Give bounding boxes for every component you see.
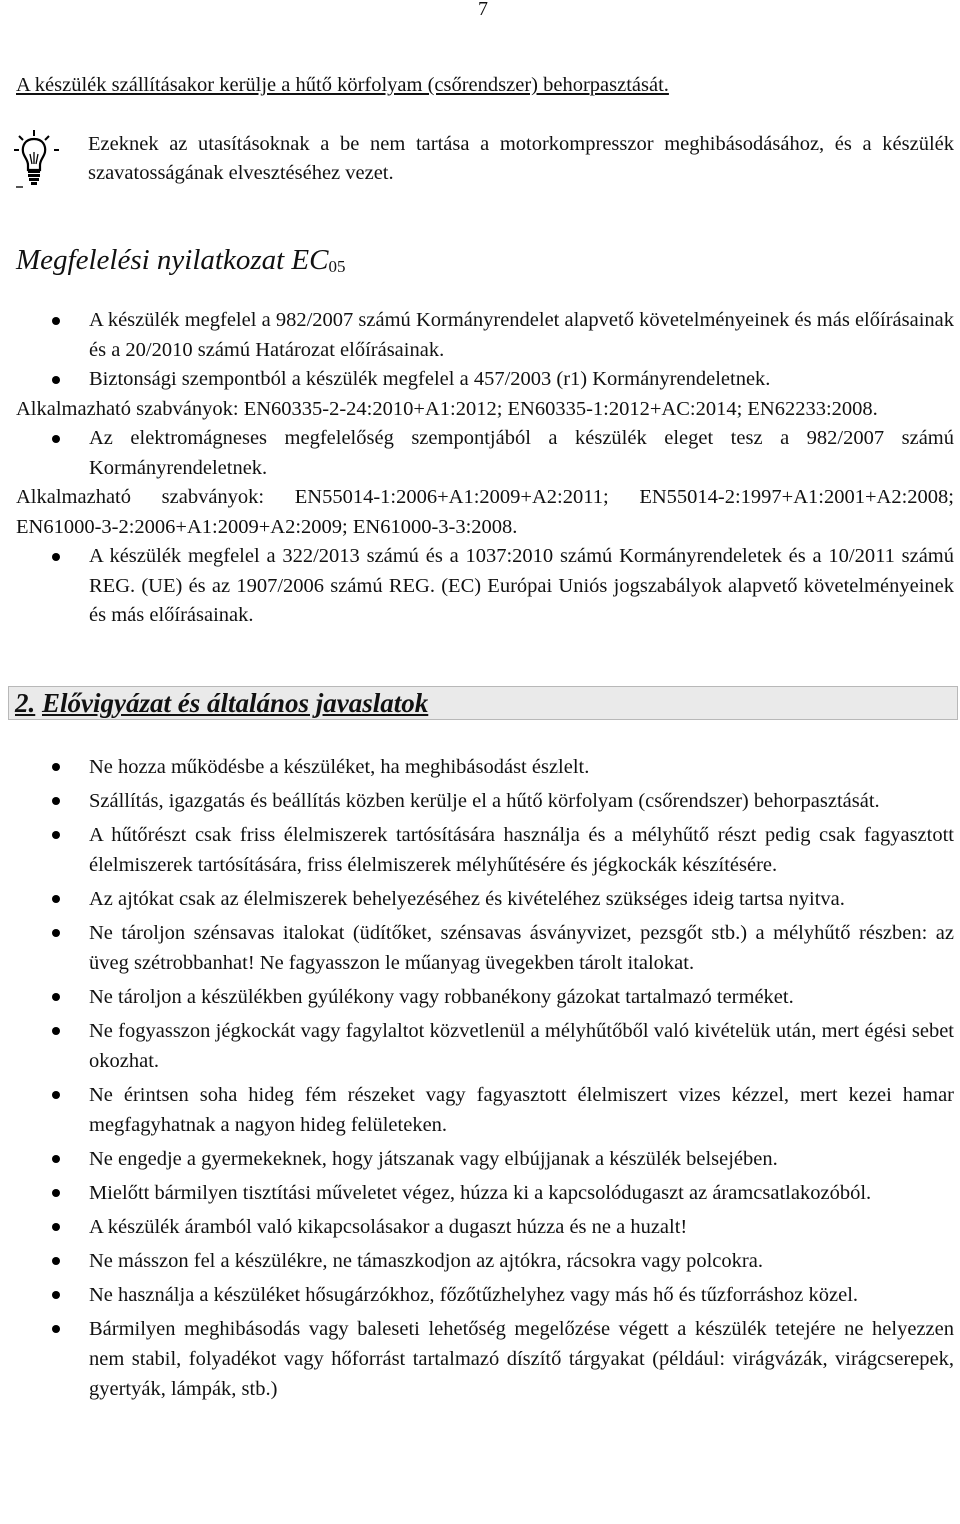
bullet-icon bbox=[52, 1155, 60, 1163]
precaution-text: Ne másszon fel a készülékre, ne támaszkodjon az ajtókra, rácsokra vagy polcokra. bbox=[89, 1250, 763, 1272]
bullet-icon bbox=[52, 895, 60, 903]
list-item bbox=[16, 982, 954, 1012]
ec-heading-sub: 05 bbox=[328, 257, 346, 276]
precaution-text: Ne érintsen soha hideg fém részeket vagy fagyasztott élelmiszert vizes kézzel, mert kezei hamar megfagyhatnak a nagyon hideg felületeken. bbox=[89, 1084, 954, 1136]
list-item bbox=[16, 1246, 954, 1276]
list-item bbox=[16, 1212, 954, 1242]
conformity-list bbox=[16, 306, 954, 631]
list-item bbox=[16, 1314, 954, 1404]
list-item bbox=[16, 365, 954, 395]
section-heading bbox=[15, 687, 428, 720]
conformity-item-3: Az elektromágneses megfelelőség szempontjából a készülék eleget tesz a 982/2007 számú Kormányrendeletnek. bbox=[89, 427, 954, 479]
bullet-icon bbox=[52, 317, 60, 325]
bullet-icon bbox=[52, 797, 60, 805]
list-item bbox=[16, 918, 954, 978]
bullet-icon bbox=[52, 1257, 60, 1265]
precaution-text: A készülék áramból való kikapcsolásakor a dugaszt húzza és ne a huzalt! bbox=[89, 1216, 688, 1238]
list-item bbox=[16, 1016, 954, 1076]
precaution-text: Ne fogyasszon jégkockát vagy fagylaltot közvetlenül a mélyhűtőből való kivételük után, mert égési sebet okozhat. bbox=[89, 1020, 954, 1072]
bullet-icon bbox=[52, 831, 60, 839]
bullet-icon bbox=[52, 1291, 60, 1299]
bullet-icon bbox=[52, 993, 60, 1001]
list-item bbox=[16, 786, 954, 816]
precaution-text: Ne hozza működésbe a készüléket, ha meghibásodást észlelt. bbox=[89, 756, 590, 778]
note-text: Ezeknek az utasításoknak a be nem tartása a motorkompresszor meghibásodásához, és a készülék szavatosságának elvesztéséhez vezet. bbox=[88, 133, 954, 184]
transport-warning: A készülék szállításakor kerülje a hűtő körfolyam (csőrendszer) behorpasztását. bbox=[16, 74, 669, 96]
conformity-item-1: A készülék megfelel a 982/2007 számú Kormányrendelet alapvető követelményeinek és más előírásainak és a 20/2010 számú Határozat előírásainak. bbox=[89, 309, 954, 361]
list-item bbox=[16, 752, 954, 782]
section-number: 2. bbox=[15, 688, 36, 718]
list-item bbox=[16, 1178, 954, 1208]
precaution-text: Bármilyen meghibásodás vagy baleseti lehetőség megelőzése végett a készülék tetejére ne helyezzen nem stabil, folyadékot vagy hőforrást tartalmazó díszítő tárgyakat (például: virágvázák, virágcserepek, gyertyák, lámpák, stb.) bbox=[89, 1318, 954, 1400]
bullet-icon bbox=[52, 1325, 60, 1333]
precaution-text: A hűtőrészt csak friss élelmiszerek tartósítására használja és a mélyhűtő részt pedig csak fagyasztott élelmiszerek tartósítására, friss élelmiszerek mélyhűtésére és jégkockák készítésére. bbox=[89, 824, 954, 876]
list-item bbox=[16, 542, 954, 631]
bullet-icon bbox=[52, 1027, 60, 1035]
list-item bbox=[16, 1280, 954, 1310]
precautions-list bbox=[16, 752, 954, 1408]
precaution-text: Ne tároljon a készülékben gyúlékony vagy robbanékony gázokat tartalmazó terméket. bbox=[89, 986, 794, 1008]
standards-paragraph-2: Alkalmazható szabványok: EN55014-1:2006+A1:2009+A2:2011; EN55014-2:1997+A1:2001+A2:2008; EN61000-3-2:2006+A1:2009+A2:2009; EN61000-3-3:2008. bbox=[16, 486, 954, 538]
precaution-text: Az ajtókat csak az élelmiszerek behelyezéséhez és kivételéhez szükséges ideig tartsa nyitva. bbox=[89, 888, 845, 910]
lightbulb-icon bbox=[14, 128, 62, 190]
precaution-text: Mielőtt bármilyen tisztítási műveletet végez, húzza ki a kapcsolódugaszt az áramcsatlakozóból. bbox=[89, 1182, 872, 1204]
list-item bbox=[16, 424, 954, 483]
list-item bbox=[16, 306, 954, 365]
list-item bbox=[16, 1144, 954, 1174]
precaution-text: Ne tároljon szénsavas italokat (üdítőket, szénsavas ásványvizet, pezsgőt stb.) a mélyhűtő részben: az üveg szétrobbanhat! Ne fagyasszon le műanyag üvegekben tárolt italokat. bbox=[89, 922, 954, 974]
bullet-icon bbox=[52, 435, 60, 443]
bullet-icon bbox=[52, 553, 60, 561]
bullet-icon bbox=[52, 376, 60, 384]
list-item bbox=[16, 884, 954, 914]
list-item bbox=[16, 820, 954, 880]
bullet-icon bbox=[52, 929, 60, 937]
section-heading-bar bbox=[8, 686, 958, 720]
ec-heading bbox=[16, 243, 345, 284]
list-item bbox=[16, 1080, 954, 1140]
precaution-text: Szállítás, igazgatás és beállítás közben kerülje el a hűtő körfolyam (csőrendszer) behorpasztását. bbox=[89, 790, 880, 812]
section-title: Elővigyázat és általános javaslatok bbox=[42, 688, 429, 718]
precaution-text: Ne engedje a gyermekeknek, hogy játszanak vagy elbújjanak a készülék belsejében. bbox=[89, 1148, 778, 1170]
bullet-icon bbox=[52, 1189, 60, 1197]
conformity-item-2: Biztonsági szempontból a készülék megfelel a 457/2003 (r1) Kormányrendeletnek. bbox=[89, 368, 771, 390]
bullet-icon bbox=[52, 763, 60, 771]
conformity-item-4: A készülék megfelel a 322/2013 számú és a 1037:2010 számú Kormányrendeletek és a 10/2011 számú REG. (UE) és az 1907/2006 számú REG. (EC) Európai Uniós jogszabályok alapvető követelményeinek és más előírásainak. bbox=[89, 545, 954, 626]
standards-paragraph-1: Alkalmazható szabványok: EN60335-2-24:2010+A1:2012; EN60335-1:2012+AC:2014; EN62233:2008. bbox=[16, 397, 878, 420]
page-number: 7 bbox=[478, 0, 488, 20]
precaution-text: Ne használja a készüléket hősugárzókhoz, főzőtűzhelyhez vagy más hő és tűzforráshoz közel. bbox=[89, 1284, 859, 1306]
ec-heading-main: Megfelelési nyilatkozat EC bbox=[16, 244, 329, 276]
bullet-icon bbox=[52, 1091, 60, 1099]
bullet-icon bbox=[52, 1223, 60, 1231]
